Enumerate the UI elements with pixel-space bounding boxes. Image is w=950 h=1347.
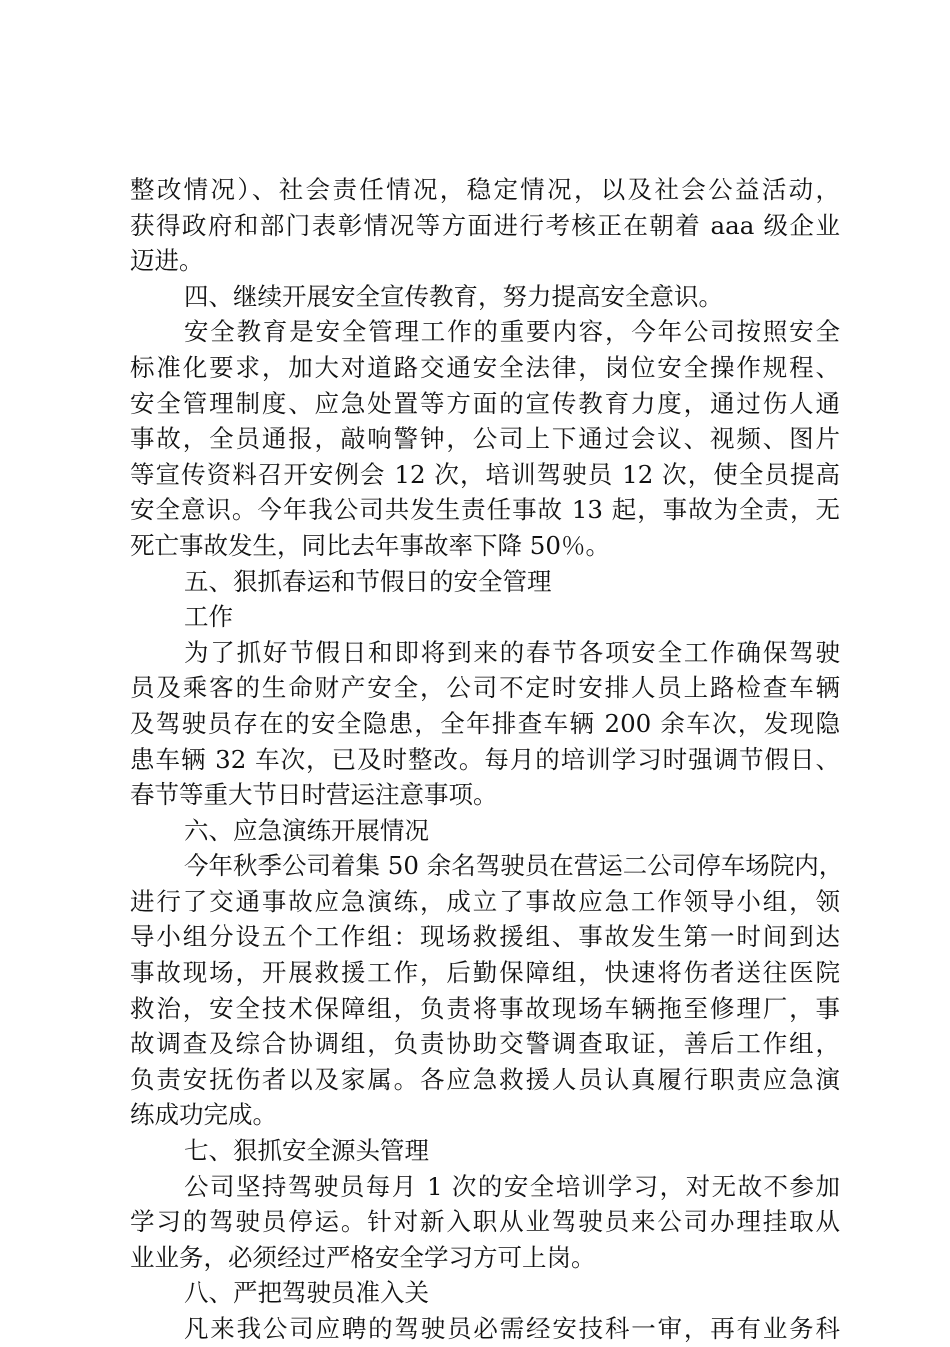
text-line: 负责安抚伤者以及家属。各应急救援人员认真履行职责应急演 bbox=[130, 1064, 840, 1094]
text-line: 等宣传资料召开安例会 12 次，培训驾驶员 12 次，使全员提高 bbox=[130, 459, 840, 489]
text-line: 春节等重大节日时营运注意事项。 bbox=[130, 780, 498, 810]
text-line: 凡来我公司应聘的驾驶员必需经安技科一审，再有业务科 bbox=[184, 1314, 840, 1343]
text-line: 安全教育是安全管理工作的重要内容，今年公司按照安全 bbox=[184, 317, 840, 347]
text-line: 死亡事故发生，同比去年事故率下降 50％。 bbox=[130, 530, 610, 560]
section-heading: 四、继续开展安全宣传教育，努力提高安全意识。 bbox=[184, 281, 723, 311]
text-line: 学习的驾驶员停运。针对新入职从业驾驶员来公司办理挂取从 bbox=[130, 1207, 840, 1237]
text-line: 事故现场，开展救援工作，后勤保障组，快速将伤者送往医院 bbox=[130, 958, 840, 988]
text-line: 及驾驶员存在的安全隐患，全年排查车辆 200 余车次，发现隐 bbox=[130, 708, 840, 738]
section-heading: 工作 bbox=[184, 602, 233, 632]
text-line: 获得政府和部门表彰情况等方面进行考核正在朝着 aaa 级企业 bbox=[130, 210, 840, 240]
text-line: 今年秋季公司着集 50 余名驾驶员在营运二公司停车场院内， bbox=[184, 851, 844, 881]
text-line: 标准化要求，加大对道路交通安全法律，岗位安全操作规程、 bbox=[130, 352, 840, 382]
section-heading: 六、应急演练开展情况 bbox=[184, 815, 429, 845]
text-line: 导小组分设五个工作组：现场救援组、事故发生第一时间到达 bbox=[130, 922, 840, 952]
text-line: 业业务，必须经过严格安全学习方可上岗。 bbox=[130, 1242, 596, 1272]
document-body bbox=[130, 172, 844, 1347]
text-line: 整改情况）、社会责任情况，稳定情况，以及社会公益活动， bbox=[130, 175, 840, 204]
text-line: 故调查及综合协调组，负责协助交警调查取证，善后工作组， bbox=[130, 1029, 840, 1059]
text-line: 安全意识。今年我公司共发生责任事故 13 起，事故为全责，无 bbox=[130, 495, 840, 525]
text-line: 迈进。 bbox=[130, 246, 204, 276]
text-line: 患车辆 32 车次，已及时整改。每月的培训学习时强调节假日、 bbox=[130, 744, 840, 774]
text-line: 进行了交通事故应急演练，成立了事故应急工作领导小组，领 bbox=[130, 886, 840, 916]
section-heading: 五、狠抓春运和节假日的安全管理 bbox=[184, 566, 552, 596]
text-line: 事故，全员通报，敲响警钟，公司上下通过会议、视频、图片 bbox=[130, 424, 840, 454]
text-line: 为了抓好节假日和即将到来的春节各项安全工作确保驾驶 bbox=[184, 637, 840, 667]
text-line: 救治，安全技术保障组，负责将事故现场车辆拖至修理厂，事 bbox=[130, 993, 840, 1023]
text-line: 公司坚持驾驶员每月 1 次的安全培训学习，对无故不参加 bbox=[184, 1171, 840, 1201]
text-line: 练成功完成。 bbox=[130, 1100, 277, 1130]
section-heading: 七、狠抓安全源头管理 bbox=[184, 1136, 429, 1166]
text-line: 员及乘客的生命财产安全，公司不定时安排人员上路检查车辆 bbox=[130, 673, 840, 703]
text-line: 安全管理制度、应急处置等方面的宣传教育力度，通过伤人通 bbox=[130, 388, 840, 418]
section-heading: 八、严把驾驶员准入关 bbox=[184, 1278, 429, 1308]
